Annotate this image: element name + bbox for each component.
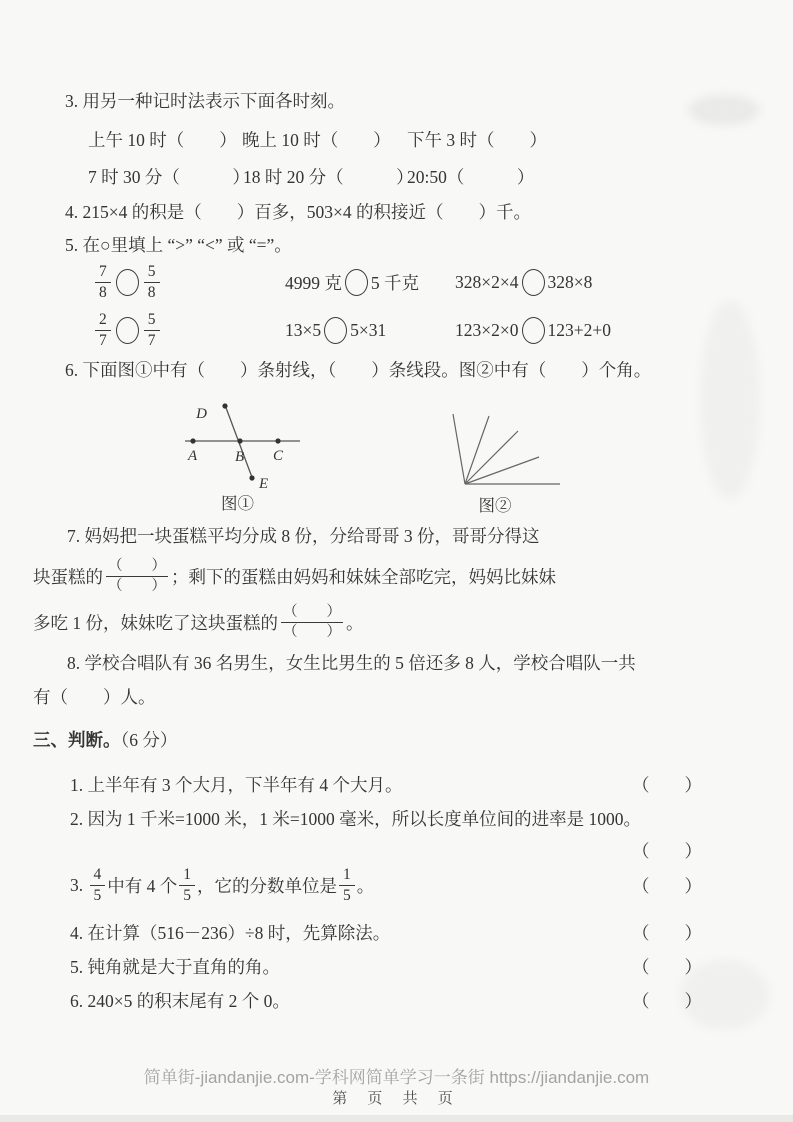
fraction: $\frac{5}{7}$ bbox=[144, 312, 160, 348]
answer-paren: （ ） bbox=[632, 923, 702, 943]
answer-paren: （ ） bbox=[632, 841, 702, 861]
answer-circle bbox=[522, 269, 545, 296]
q8-line2: 有（ ）人。 bbox=[33, 687, 156, 707]
figure1-lines-diagram bbox=[145, 392, 370, 504]
point-label-e: E bbox=[259, 476, 269, 492]
q3-blank-6: 20:50（ ） bbox=[407, 167, 535, 187]
answer-paren: （ ） bbox=[632, 957, 702, 977]
fraction: $\frac{2}{7}$ bbox=[95, 312, 111, 348]
fraction: $\frac{1}{5}$ bbox=[339, 867, 355, 903]
point-label-d: D bbox=[196, 406, 207, 422]
judge-item-4: 4. 在计算（516－236）÷8 时，先算除法。 （ ） bbox=[70, 920, 702, 945]
answer-circle bbox=[522, 317, 545, 344]
judge-item-2-paren-row bbox=[70, 838, 702, 863]
q3-stem: 3. 用另一种记时法表示下面各时刻。 bbox=[65, 91, 345, 111]
q5-compare-frac-2 bbox=[93, 306, 162, 354]
figure1-caption: 图① bbox=[221, 494, 254, 513]
judge-item-1: 1. 上半年有 3 个大月，下半年有 4 个大月。 （ ） bbox=[70, 772, 702, 797]
judge-item-5: 5. 钝角就是大于直角的角。 （ ） bbox=[70, 954, 702, 979]
q3-blank-2: 晚上 10 时（ ） bbox=[242, 130, 391, 150]
footer-watermark: 简单街-jiandanjie.com-学科网简单学习一条街 https://jiandanjie.com bbox=[143, 1068, 650, 1087]
q5-compare-mass-2: 13×5 5×31 bbox=[285, 306, 386, 354]
q3-blank-4: 7 时 30 分（ ） bbox=[88, 167, 250, 187]
q5-compare-frac-1 bbox=[93, 258, 162, 306]
answer-paren: （ ） bbox=[632, 875, 702, 896]
footer-page-number: 第 页 共 页 bbox=[332, 1090, 461, 1107]
page-bottom-edge bbox=[0, 1115, 793, 1122]
q8-line1: 8. 学校合唱队有 36 名男生，女生比男生的 5 倍还多 8 人，学校合唱队一共 bbox=[67, 653, 636, 673]
point-label-c: C bbox=[273, 448, 284, 464]
q3-blank-1: 上午 10 时（ ） bbox=[88, 130, 237, 150]
q3-blank-3: 下午 3 时（ ） bbox=[407, 130, 547, 150]
fraction: $\frac{4}{5}$ bbox=[90, 867, 106, 903]
fraction: $\frac{7}{8}$ bbox=[95, 264, 111, 300]
answer-paren: （ ） bbox=[632, 991, 702, 1011]
q4-stem: 4. 215×4 的积是（ ）百多，503×4 的积接近（ ）千。 bbox=[65, 202, 531, 222]
answer-circle bbox=[116, 269, 139, 296]
answer-circle bbox=[116, 317, 139, 344]
judge-item-3: 3. $\frac{4}{5}$ 中有 4 个 $\frac{1}{5}$ ，它的分数单位是 $\frac{1}{5}$ 。 （ ） bbox=[70, 866, 702, 904]
scan-artifact bbox=[700, 300, 760, 500]
judge-item-6: 6. 240×5 的积末尾有 2 个 0。 （ ） bbox=[70, 988, 702, 1013]
figure2-caption: 图② bbox=[478, 496, 512, 515]
figure2-angles-diagram bbox=[420, 398, 665, 493]
answer-circle bbox=[324, 317, 347, 344]
judge-section-heading bbox=[33, 727, 177, 752]
point-label-b: B bbox=[235, 449, 245, 465]
q5-compare-expr-2: 123×2×0 123+2+0 bbox=[455, 306, 611, 354]
point-label-a: A bbox=[188, 448, 198, 464]
q7-line3: 多吃 1 份，妹妹吃了这块蛋糕的 （ ） （ ） 。 bbox=[33, 603, 364, 640]
scan-artifact bbox=[688, 95, 760, 125]
q5-compare-mass-1: 4999 克 5 千克 bbox=[285, 258, 419, 306]
judge-heading-text: 三、判断。 bbox=[33, 730, 121, 750]
judge-heading-score: （6 分） bbox=[120, 730, 178, 750]
q5-stem: 5. 在○里填上 “>” “<” 或 “=”。 bbox=[65, 235, 292, 255]
answer-circle bbox=[345, 269, 368, 296]
q5-compare-expr-1: 328×2×4 328×8 bbox=[455, 258, 592, 306]
q7-line2: 块蛋糕的 （ ） （ ） ；剩下的蛋糕由妈妈和妹妹全部吃完，妈妈比妹妹 bbox=[33, 557, 556, 594]
judge-item-2: 2. 因为 1 千米=1000 米，1 米=1000 毫米，所以长度单位间的进率是 1000。 bbox=[70, 809, 641, 829]
q3-blank-5: 18 时 20 分（ ） bbox=[243, 167, 414, 187]
q7-line1: 7. 妈妈把一块蛋糕平均分成 8 份，分给哥哥 3 份，哥哥分得这 bbox=[67, 526, 540, 546]
fraction: $\frac{1}{5}$ bbox=[179, 867, 195, 903]
fraction-blank: （ ） （ ） bbox=[108, 557, 166, 594]
q6-stem: 6. 下面图①中有（ ）条射线，（ ）条线段。图②中有（ ）个角。 bbox=[65, 360, 652, 380]
fraction: $\frac{5}{8}$ bbox=[144, 264, 160, 300]
answer-paren: （ ） bbox=[632, 775, 702, 795]
fraction-blank: （ ） （ ） bbox=[283, 603, 341, 640]
